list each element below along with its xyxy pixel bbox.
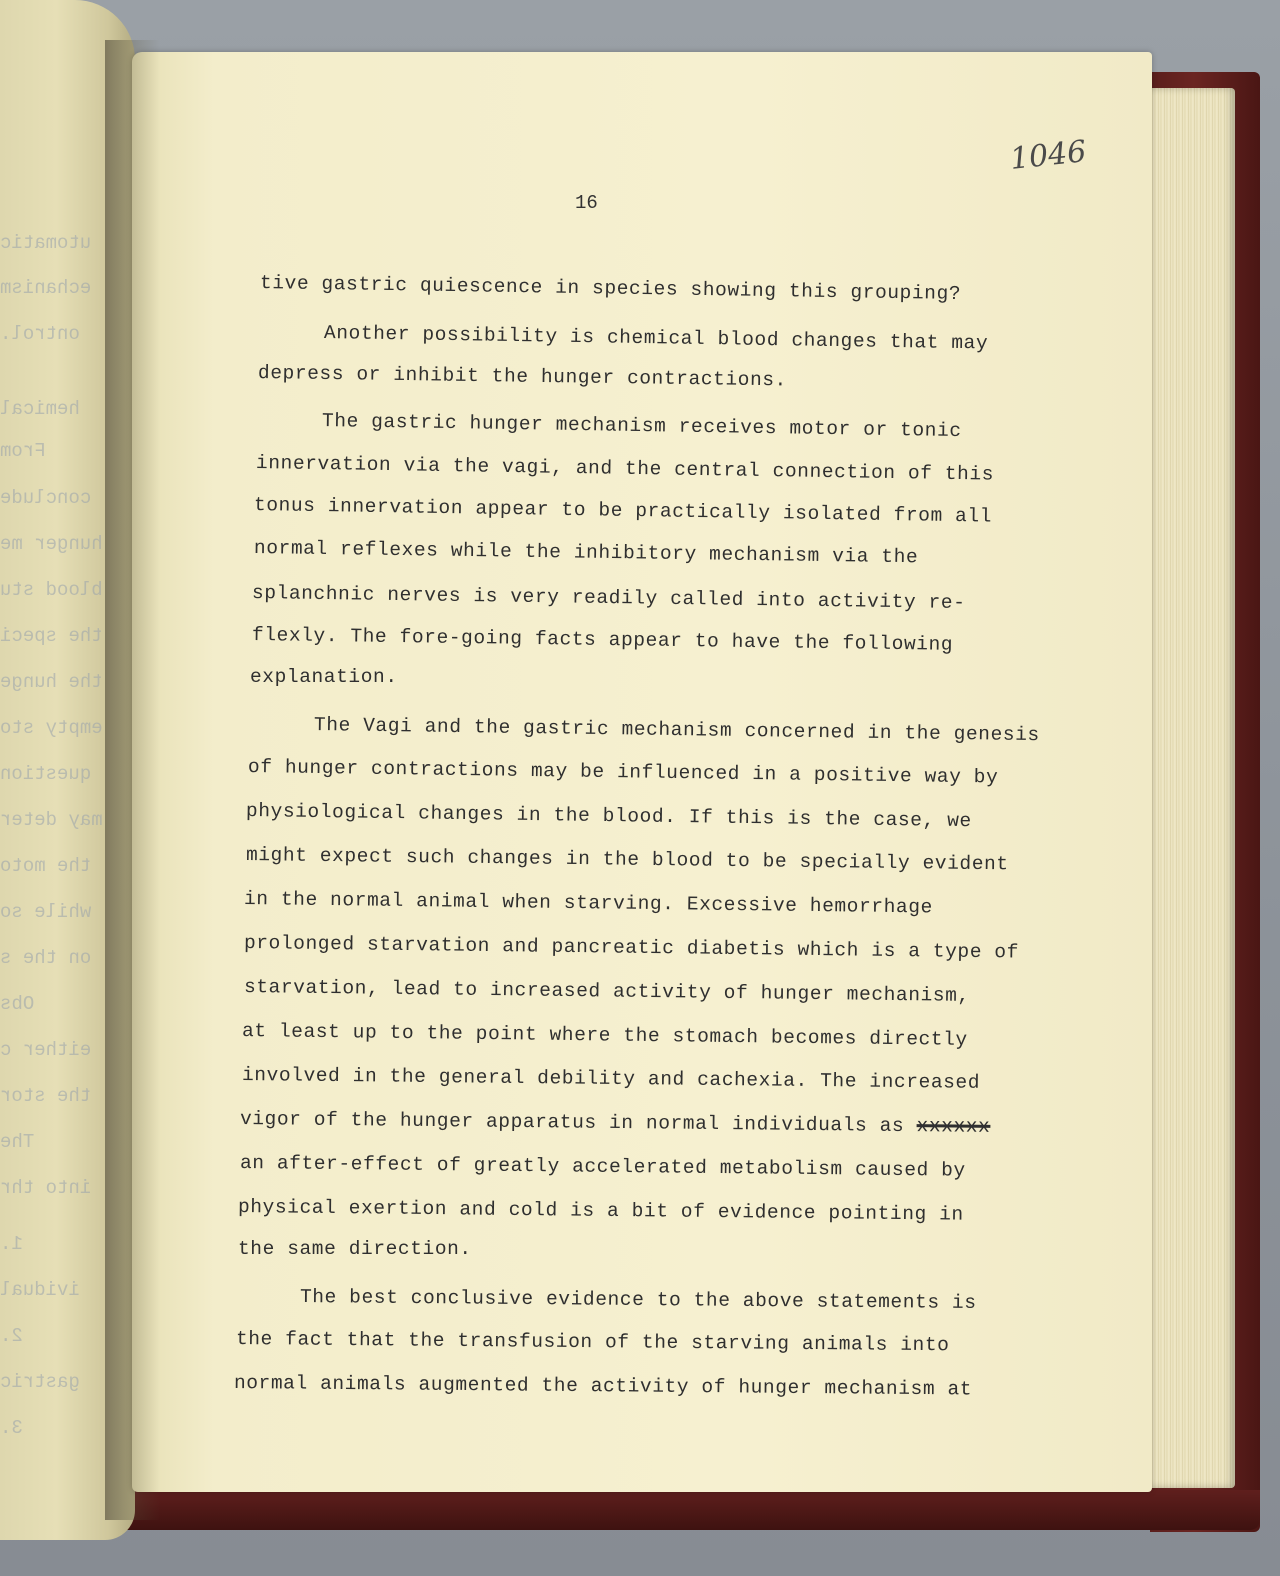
text-line: physiological changes in the blood. If this is the case, we xyxy=(245,800,972,833)
left-page-fragment: question xyxy=(0,763,92,785)
text-line: normal animals augmented the activity of hunger mechanism at xyxy=(233,1372,973,1401)
text-line: tive gastric quiescence in species showing this grouping? xyxy=(259,272,962,306)
left-page-fragment: into thr xyxy=(0,1177,92,1199)
text-line: involved in the general debility and cachexia. The increased xyxy=(241,1064,981,1094)
text-line: of hunger contractions may be influenced in a positive way by xyxy=(247,756,999,789)
left-page-fragment: may deter xyxy=(0,809,103,831)
left-page-fragment: echanism xyxy=(0,277,92,299)
text-line: The gastric hunger mechanism receives motor or tonic xyxy=(321,410,962,443)
left-page-fragment: hunger me xyxy=(0,533,103,555)
text-line: splanchnic nerves is very readily called into activity re- xyxy=(251,582,966,614)
left-page-fragment: the moto xyxy=(0,855,92,877)
left-page-fragment: ividual xyxy=(0,1279,80,1301)
left-page-fragment: 3. xyxy=(0,1417,23,1439)
left-page-fragment: empty sto xyxy=(0,717,103,739)
left-page-fragment: blood stu xyxy=(0,579,103,601)
text-line: in the normal animal when starving. Excessive hemorrhage xyxy=(243,888,933,919)
left-page-fragment: hemical xyxy=(0,398,80,420)
text-line: tonus innervation appear to be practically isolated from all xyxy=(253,494,993,528)
left-page-fragment: 2. xyxy=(0,1325,23,1347)
left-page-fragment: on the s xyxy=(0,947,92,969)
left-page-fragment: The xyxy=(0,1131,35,1153)
struck-out-word: xxxxxx xyxy=(916,1115,991,1138)
text-line: might expect such changes in the blood to be specially evident xyxy=(245,844,1009,876)
text-line: an after-effect of greatly accelerated metabolism caused by xyxy=(239,1152,966,1182)
text-line-content: vigor of the hunger apparatus in normal individuals as xyxy=(239,1108,905,1137)
left-page-fragment: while so xyxy=(0,901,92,923)
text-line: flexly. The fore-going facts appear to have the following xyxy=(251,624,954,656)
left-page-fragment: From xyxy=(0,440,46,462)
text-line: the same direction. xyxy=(238,1238,472,1260)
book-gutter-shadow xyxy=(105,40,160,1520)
left-page-fragment: conclude xyxy=(0,487,92,509)
text-line: depress or inhibit the hunger contractions. xyxy=(257,362,788,392)
text-line: at least up to the point where the stomach becomes directly xyxy=(241,1020,968,1051)
left-page-fragment: ontrol. xyxy=(0,323,80,345)
left-page-fragment: the stor xyxy=(0,1085,92,1107)
left-page-fragment: utomatic xyxy=(0,232,92,254)
text-line: physical exertion and cold is a bit of evidence pointing in xyxy=(237,1196,964,1226)
left-page-fragment: 1. xyxy=(0,1233,23,1255)
text-line: the fact that the transfusion of the starving animals into xyxy=(235,1328,950,1357)
text-line: Another possibility is chemical blood changes that may xyxy=(323,322,989,355)
left-page-fragment: the hunge xyxy=(0,671,103,693)
left-page-fragment: gastric xyxy=(0,1371,80,1393)
text-line: explanation. xyxy=(250,666,398,688)
text-line: innervation via the vagi, and the central connection of this xyxy=(255,452,995,486)
text-line: normal reflexes while the inhibitory mechanism via the xyxy=(253,537,919,569)
text-line: prolonged starvation and pancreatic diabetis which is a type of xyxy=(243,932,1020,964)
text-line: starvation, lead to increased activity of hunger mechanism, xyxy=(243,976,970,1007)
handwritten-folio-number: 1046 xyxy=(1008,134,1088,177)
page-number: 16 xyxy=(575,192,598,214)
text-line: The Vagi and the gastric mechanism concerned in the genesis xyxy=(313,714,1040,747)
left-page-fragment: Obs xyxy=(0,993,35,1015)
text-line: The best conclusive evidence to the above statements is xyxy=(299,1286,977,1314)
left-page-fragment: either c xyxy=(0,1039,92,1061)
left-page-fragment: the speci xyxy=(0,625,103,647)
book-cover-bottom xyxy=(100,1490,1260,1530)
